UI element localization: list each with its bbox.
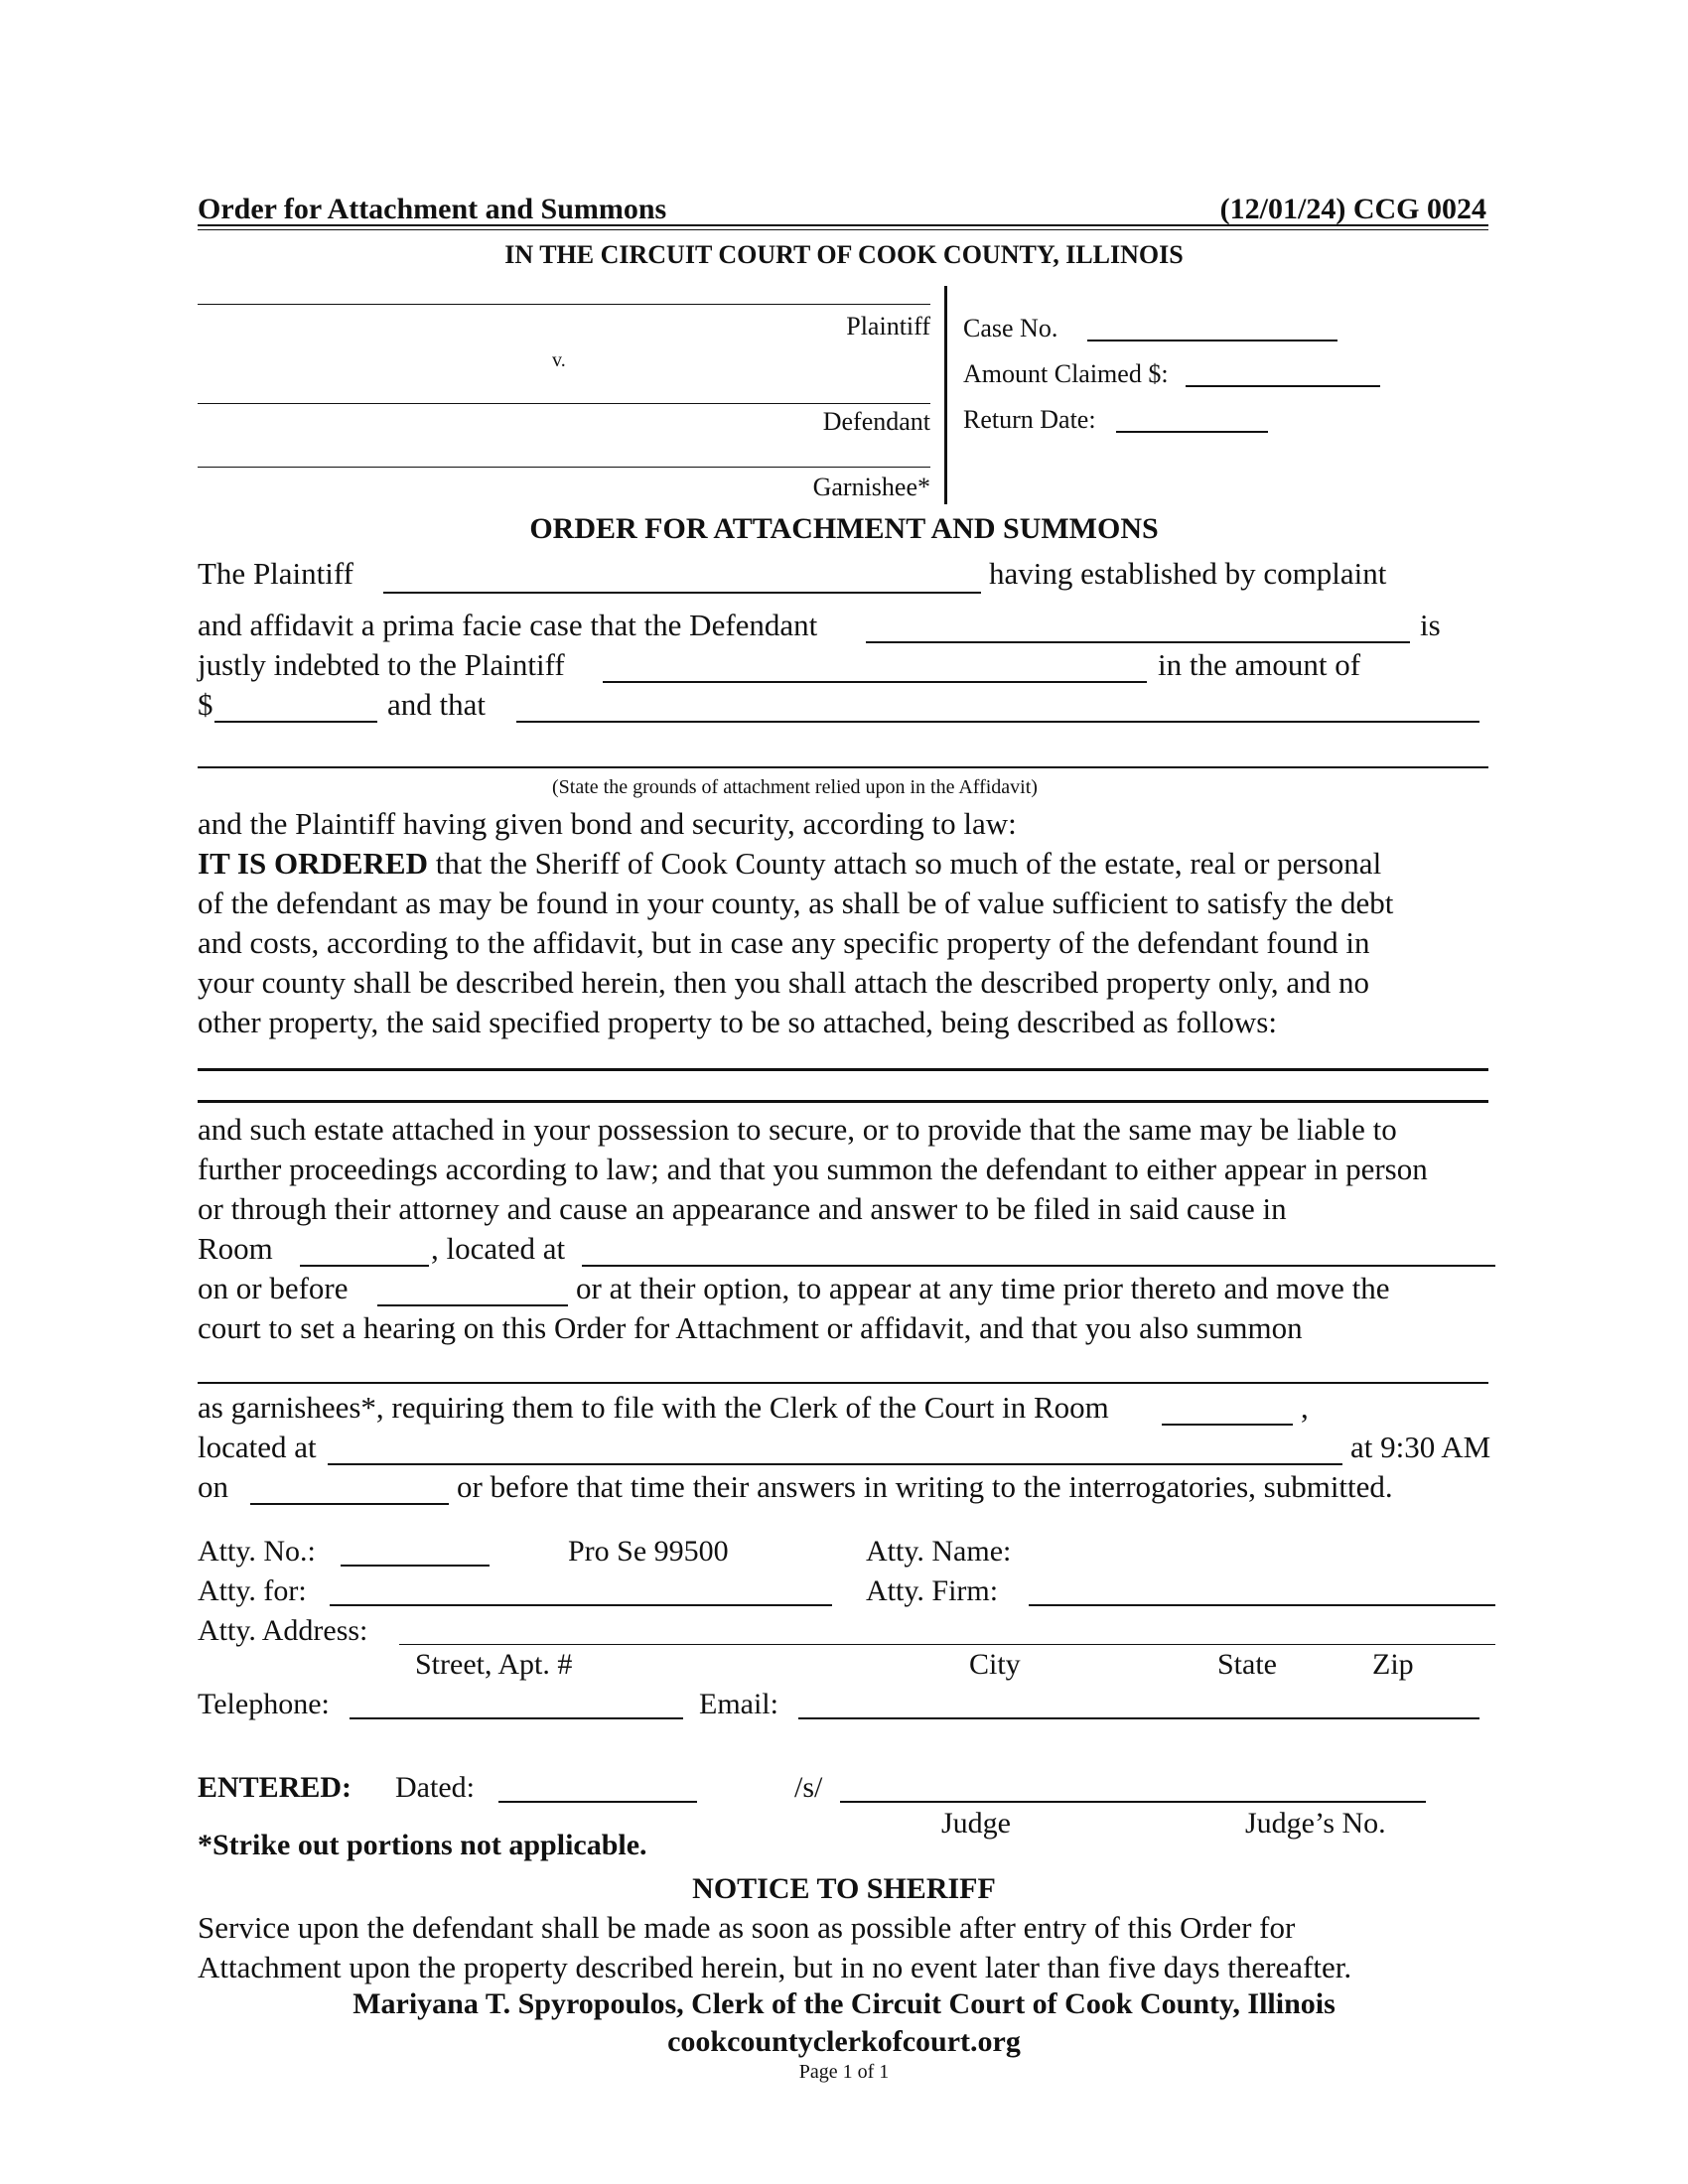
zip-label: Zip: [1372, 1648, 1414, 1681]
entered-label: ENTERED:: [198, 1771, 352, 1804]
plaintiff-line[interactable]: [198, 304, 930, 305]
atty-no-label: Atty. No.:: [198, 1535, 316, 1568]
city-label: City: [969, 1648, 1021, 1681]
street-label: Street, Apt. #: [415, 1648, 573, 1681]
email-label: Email:: [699, 1688, 778, 1720]
option-text: or at their option, to appear at any time prior thereto and move the: [576, 1271, 1390, 1305]
grounds-note: (State the grounds of attachment relied upon in the Affidavit): [552, 776, 1038, 798]
header-rule-thin: [198, 229, 1488, 230]
judge-no-label: Judge’s No.: [1245, 1807, 1386, 1840]
state-label: State: [1217, 1648, 1277, 1681]
and-that-text: and that: [387, 687, 486, 722]
defendant-line[interactable]: [198, 403, 930, 404]
case-no-field[interactable]: [1087, 340, 1337, 341]
defendant-label: Defendant: [822, 407, 930, 436]
amount-of-text: in the amount of: [1158, 647, 1361, 682]
time-text: at 9:30 AM: [1350, 1430, 1491, 1464]
email-field[interactable]: [798, 1717, 1479, 1719]
garnishees-text: as garnishees*, requiring them to file with the Clerk of the Court in Room: [198, 1390, 1109, 1425]
order-title: ORDER FOR ATTACHMENT AND SUMMONS: [529, 512, 1159, 545]
return-date-field[interactable]: [1116, 431, 1268, 433]
on-label: on: [198, 1469, 228, 1504]
located-at-label-2: located at: [198, 1430, 317, 1464]
ordered-bold: IT IS ORDERED: [198, 846, 429, 881]
ordered-rest: that the Sheriff of Cook County attach so much of the estate, real or personal: [428, 846, 1382, 881]
dollar-sign: $: [198, 687, 213, 722]
judge-label: Judge: [941, 1807, 1011, 1840]
notice-title: NOTICE TO SHERIFF: [692, 1872, 996, 1905]
judge-signature-field[interactable]: [840, 1801, 1426, 1803]
room-label: Room: [198, 1231, 273, 1266]
return-date-label: Return Date:: [963, 405, 1096, 434]
amount-field[interactable]: [214, 721, 377, 723]
affidavit-text: and affidavit a prima facie case that the Defendant: [198, 608, 818, 642]
estate-line-3: or through their attorney and cause an appearance and answer to be filed in said cause in: [198, 1191, 1287, 1226]
atty-no-field[interactable]: [341, 1565, 490, 1567]
notice-line-2: Attachment upon the property described herein, but in no event later than five days thereafter.: [198, 1950, 1352, 1984]
plaintiff-name-field[interactable]: [383, 592, 981, 594]
page-number: Page 1 of 1: [798, 2061, 890, 2083]
before-date-field[interactable]: [377, 1304, 568, 1306]
bond-text: and the Plaintiff having given bond and security, according to law:: [198, 806, 1017, 841]
versus-label: v.: [552, 349, 566, 371]
property-field-1[interactable]: [198, 1068, 1488, 1071]
pro-se-text: Pro Se 99500: [568, 1535, 729, 1568]
garnishee-name-field[interactable]: [198, 1382, 1488, 1384]
form-title: Order for Attachment and Summons: [198, 193, 667, 225]
header-rule: [198, 224, 1488, 226]
is-text: is: [1420, 608, 1441, 642]
clerk-location-field[interactable]: [328, 1463, 1342, 1465]
dated-field[interactable]: [498, 1801, 697, 1803]
plaintiff-label: Plaintiff: [846, 312, 930, 341]
comma: ,: [1301, 1390, 1309, 1425]
ordered-line-5: other property, the said specified property to be so attached, being described as follows:: [198, 1005, 1277, 1039]
atty-firm-field[interactable]: [1029, 1604, 1495, 1606]
location-field[interactable]: [582, 1265, 1495, 1267]
ordered-line-1: [198, 846, 1381, 882]
website-footer[interactable]: cookcountyclerkofcourt.org: [667, 2025, 1021, 2058]
estate-line-2: further proceedings according to law; and that you summon the defendant to either appear in person: [198, 1152, 1428, 1186]
property-field-2[interactable]: [198, 1100, 1488, 1103]
atty-for-field[interactable]: [330, 1604, 832, 1606]
ordered-line-4: your county shall be described herein, then you shall attach the described property only, and no: [198, 965, 1369, 1000]
established-text: having established by complaint: [989, 556, 1387, 591]
telephone-label: Telephone:: [198, 1688, 330, 1720]
room-field[interactable]: [300, 1265, 429, 1267]
strike-note: *Strike out portions not applicable.: [198, 1829, 647, 1861]
signature-prefix: /s/: [794, 1771, 823, 1804]
dated-label: Dated:: [395, 1771, 475, 1804]
atty-name-label: Atty. Name:: [866, 1535, 1012, 1568]
caption-divider: [944, 286, 947, 504]
plaintiff-text: The Plaintiff: [198, 556, 353, 591]
estate-line-1: and such estate attached in your possession to secure, or to provide that the same may be liable to: [198, 1112, 1397, 1147]
atty-address-field[interactable]: [399, 1644, 1495, 1645]
form-code: (12/01/24) CCG 0024: [1219, 193, 1486, 225]
amount-claimed-field[interactable]: [1186, 385, 1380, 387]
clerk-room-field[interactable]: [1162, 1424, 1293, 1426]
telephone-field[interactable]: [350, 1717, 683, 1719]
on-or-before-label: on or before: [198, 1271, 349, 1305]
indebted-plaintiff-field[interactable]: [603, 681, 1147, 683]
grounds-field-2[interactable]: [198, 766, 1488, 768]
answers-text: or before that time their answers in writing to the interrogatories, submitted.: [457, 1469, 1393, 1504]
atty-address-label: Atty. Address:: [198, 1614, 368, 1647]
court-hearing-text: court to set a hearing on this Order for Attachment or affidavit, and that you also summon: [198, 1310, 1303, 1345]
atty-firm-label: Atty. Firm:: [866, 1574, 999, 1607]
defendant-name-field[interactable]: [866, 641, 1410, 643]
clerk-footer: Mariyana T. Spyropoulos, Clerk of the Circuit Court of Cook County, Illinois: [352, 1987, 1336, 2020]
garnishee-label: Garnishee*: [812, 473, 930, 501]
ordered-line-3: and costs, according to the affidavit, but in case any specific property of the defendant found in: [198, 925, 1370, 960]
amount-claimed-label: Amount Claimed $:: [963, 359, 1169, 388]
garnishee-line[interactable]: [198, 467, 930, 468]
answer-date-field[interactable]: [250, 1503, 449, 1505]
case-no-label: Case No.: [963, 314, 1058, 342]
indebted-text: justly indebted to the Plaintiff: [198, 647, 565, 682]
located-at-label: , located at: [431, 1231, 566, 1266]
notice-line-1: Service upon the defendant shall be made as soon as possible after entry of this Order for: [198, 1910, 1296, 1945]
atty-for-label: Atty. for:: [198, 1574, 307, 1607]
court-heading: IN THE CIRCUIT COURT OF COOK COUNTY, ILLINOIS: [504, 240, 1184, 269]
ordered-line-2: of the defendant as may be found in your county, as shall be of value sufficient to satisfy the debt: [198, 886, 1394, 920]
grounds-field-1[interactable]: [516, 721, 1479, 723]
